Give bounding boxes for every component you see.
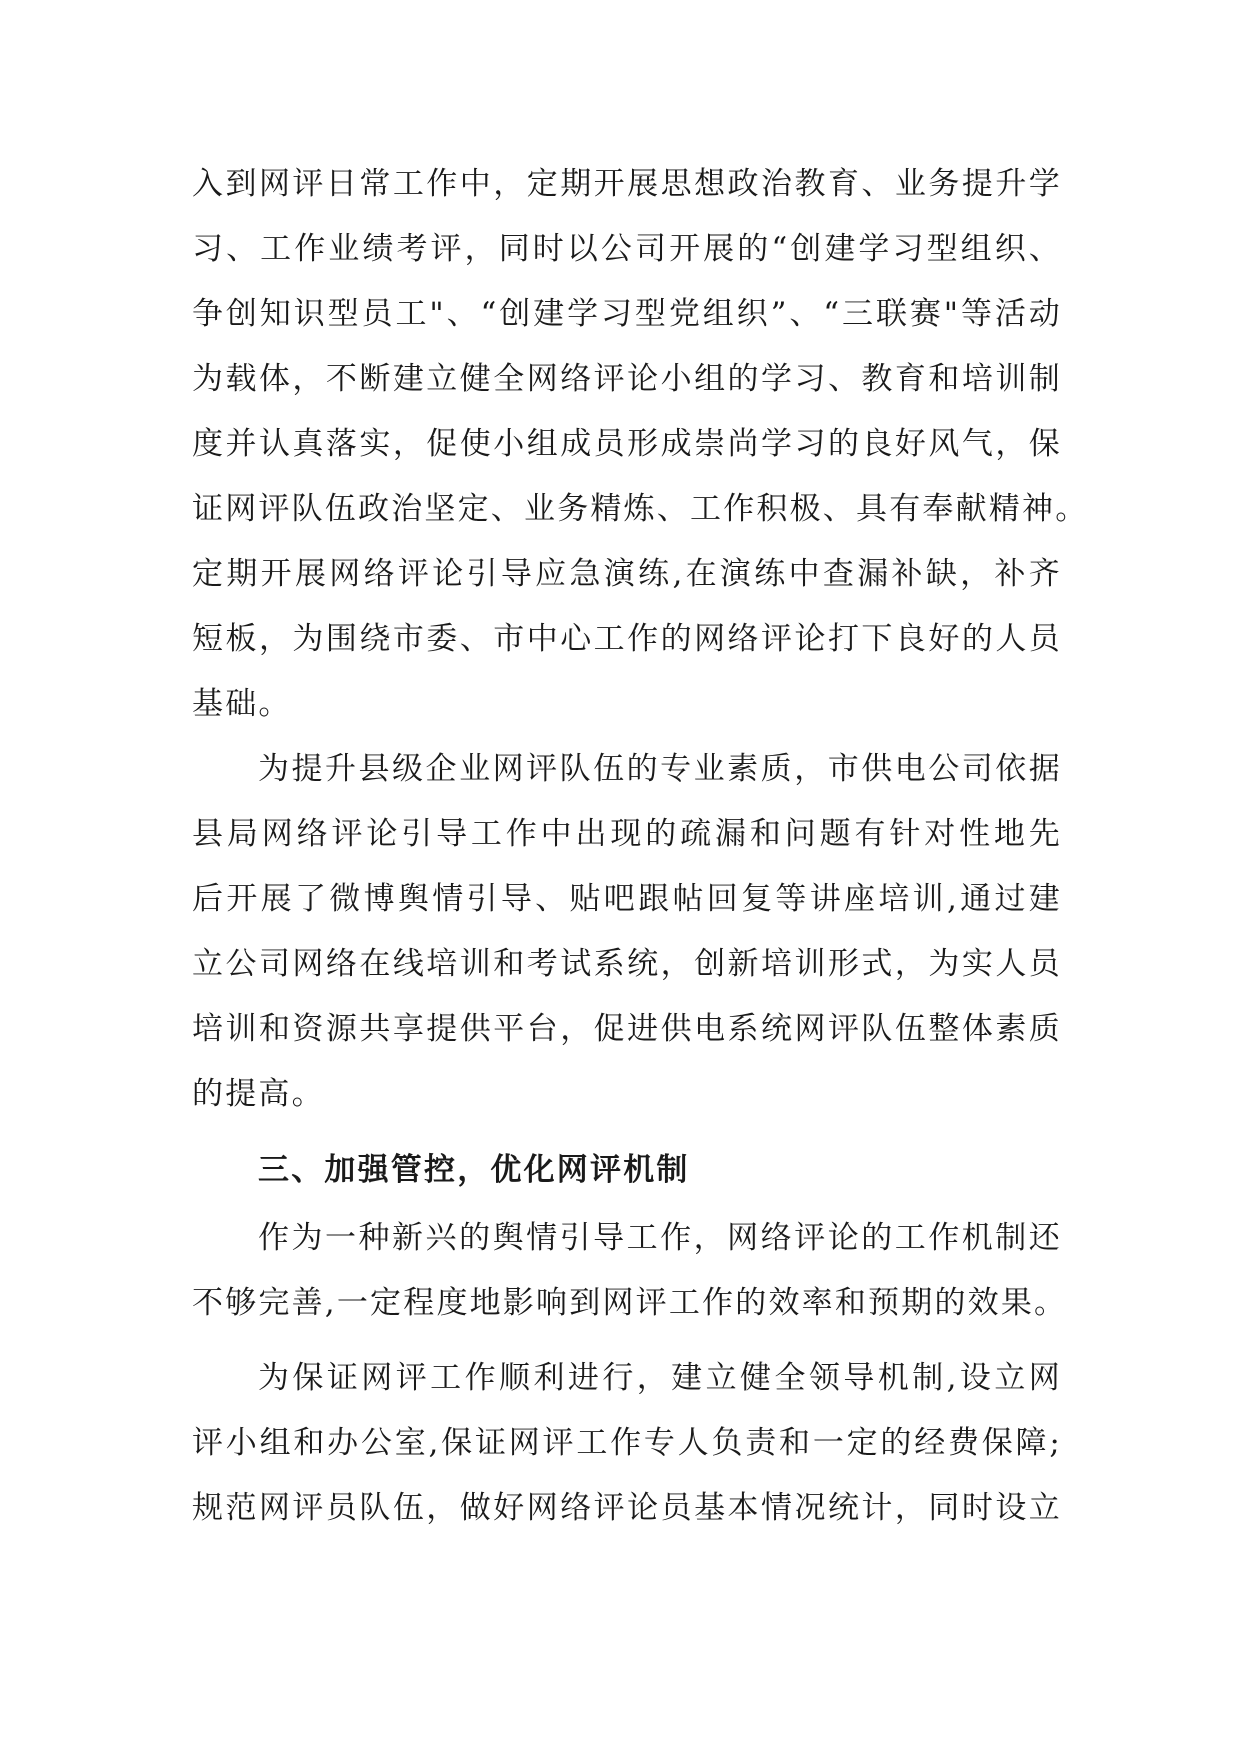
text-line: 习、工作业绩考评，同时以公司开展的“创建学习型组织、 <box>192 231 1062 267</box>
text-line: 度并认真落实，促使小组成员形成崇尚学习的良好风气，保 <box>192 426 1062 462</box>
text-line: 规范网评员队伍，做好网络评论员基本情况统计，同时设立 <box>192 1490 1062 1526</box>
paragraph-gap <box>192 1336 1062 1346</box>
text-line: 为保证网评工作顺利进行，建立健全领导机制,设立网 <box>258 1360 1062 1396</box>
paragraph-4 <box>192 1346 1062 1541</box>
text-line: 不够完善,一定程度地影响到网评工作的效率和预期的效果。 <box>192 1285 1068 1321</box>
text-line: 争创知识型员工"、“创建学习型党组织”、“三联赛"等活动 <box>192 296 1062 332</box>
text-line: 评小组和办公室,保证网评工作专人负责和一定的经费保障; <box>192 1425 1062 1461</box>
paragraph-1 <box>192 152 1089 737</box>
text-line: 的提高。 <box>192 1076 325 1112</box>
paragraph-3 <box>192 1206 1068 1336</box>
text-line: 后开展了微博舆情引导、贴吧跟帖回复等讲座培训,通过建 <box>192 881 1062 917</box>
text-line: 入到网评日常工作中，定期开展思想政治教育、业务提升学 <box>192 166 1062 202</box>
text-line: 证网评队伍政治坚定、业务精炼、工作积极、具有奉献精神。 <box>192 491 1089 527</box>
text-line: 短板，为围绕市委、市中心工作的网络评论打下良好的人员 <box>192 621 1062 657</box>
text-line: 作为一种新兴的舆情引导工作，网络评论的工作机制还 <box>258 1220 1062 1256</box>
paragraph-2 <box>192 737 1062 1127</box>
text-line: 定期开展网络评论引导应急演练,在演练中查漏补缺，补齐 <box>192 556 1062 592</box>
text-line: 培训和资源共享提供平台，促进供电系统网评队伍整体素质 <box>192 1011 1062 1047</box>
document-body <box>192 152 1089 1541</box>
text-line: 立公司网络在线培训和考试系统，创新培训形式，为实人员 <box>192 946 1062 982</box>
text-line: 为提升县级企业网评队伍的专业素质，市供电公司依据 <box>258 751 1062 787</box>
text-line: 为载体，不断建立健全网络评论小组的学习、教育和培训制 <box>192 361 1062 397</box>
section-heading: 三、加强管控，优化网评机制 <box>258 1152 690 1188</box>
text-line: 县局网络评论引导工作中出现的疏漏和问题有针对性地先 <box>192 816 1062 852</box>
text-line: 基础。 <box>192 686 292 722</box>
